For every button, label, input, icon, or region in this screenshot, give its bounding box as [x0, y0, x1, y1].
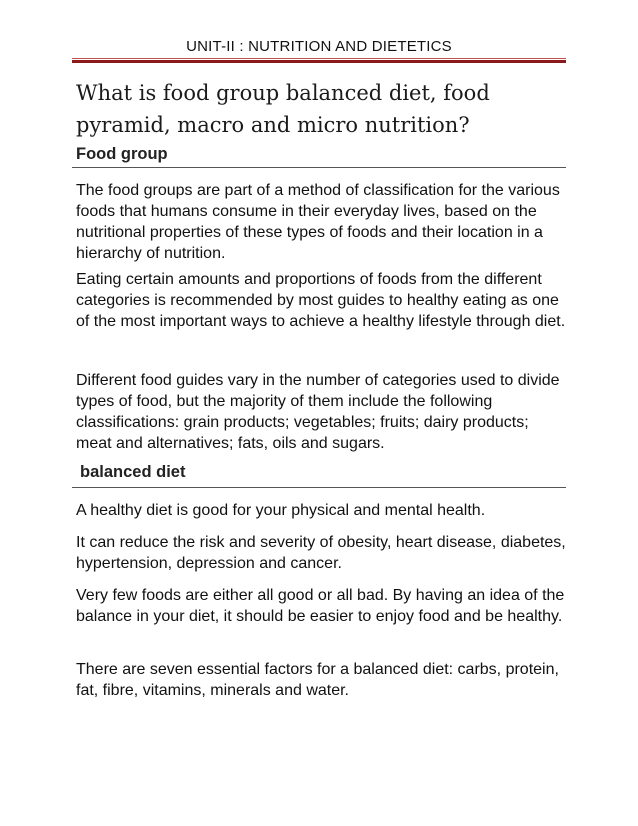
- paragraph: There are seven essential factors for a balanced diet: carbs, protein, fat, fibre, vitamins, minerals and water.: [76, 661, 559, 699]
- main-title: What is food group balanced diet, food pyramid, macro and micro nutrition?: [76, 81, 490, 137]
- paragraph: Eating certain amounts and proportions of foods from the different categories is recommended by most guides to healthy eating as one of the most important ways to achieve a healthy lifestyle through diet.: [76, 271, 566, 330]
- section-rule-food-group: [72, 167, 566, 168]
- section-heading-food-group: Food group: [76, 145, 168, 163]
- section-heading-balanced-diet: balanced diet: [80, 463, 186, 481]
- header-rule-thick: [72, 60, 566, 63]
- paragraph: Very few foods are either all good or all bad. By having an idea of the balance in your diet, it should be easier to enjoy food and be healthy.: [76, 587, 565, 625]
- paragraph: It can reduce the risk and severity of obesity, heart disease, diabetes, hypertension, depression and cancer.: [76, 534, 566, 572]
- paragraph: Different food guides vary in the number of categories used to divide types of food, but the majority of them include the following classifications: grain products; vegetables; fruits; dairy products; meat and alternatives; fats, oils and sugars.: [76, 372, 560, 452]
- page-header-title: UNIT-II : NUTRITION AND DIETETICS: [186, 38, 452, 55]
- paragraph: A healthy diet is good for your physical and mental health.: [76, 502, 486, 519]
- paragraph: The food groups are part of a method of classification for the various foods that humans consume in their everyday lives, based on the nutritional properties of these types of foods and their location in a hierarchy of nutrition.: [76, 182, 560, 262]
- section-rule-balanced-diet: [72, 487, 566, 488]
- header-rule-thin: [72, 58, 566, 59]
